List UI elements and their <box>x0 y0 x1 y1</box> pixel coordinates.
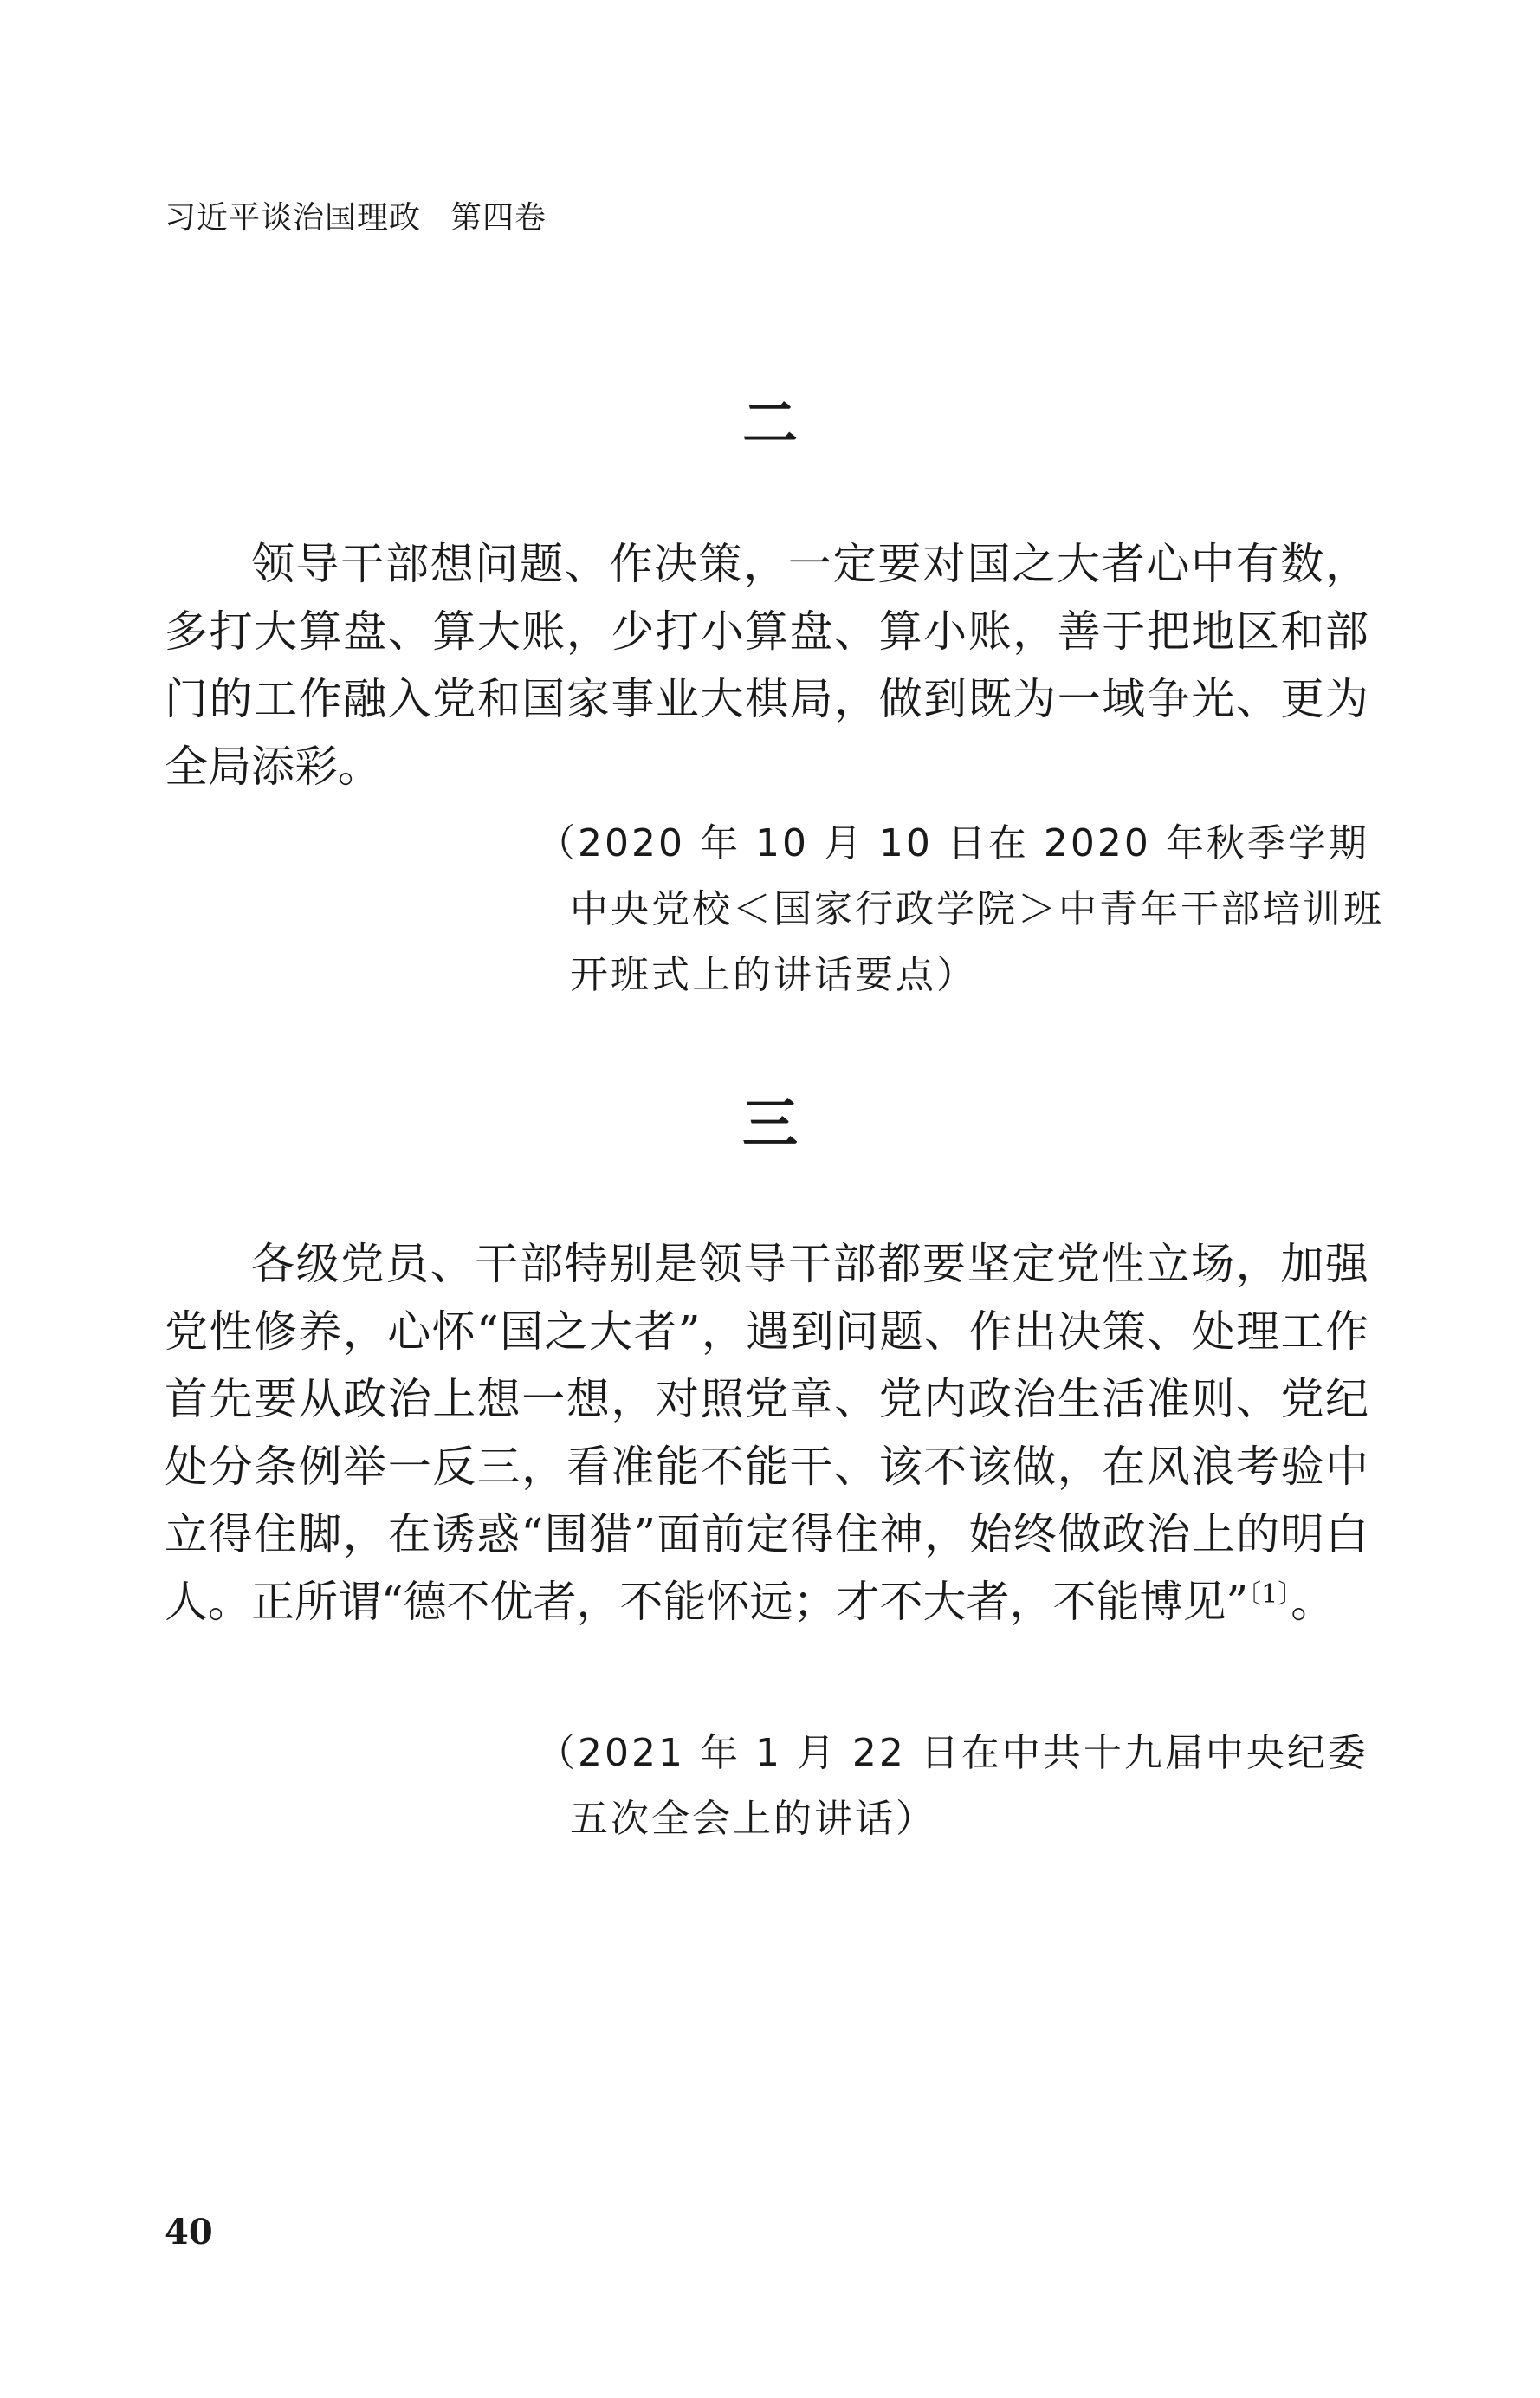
section-2-paragraph: 领导干部想问题、作决策，一定要对国之大者心中有数，多打大算盘、算大账，少打小算盘、算小账，善于把地区和部门的工作融入党和国家事业大棋局，做到既为一域争光、更为全局添彩。 <box>165 539 1369 792</box>
section-number-3: 三 <box>742 1092 798 1157</box>
section-3-paragraph-end: 。 <box>1291 1577 1335 1627</box>
section-3-paragraph <box>165 1230 1369 1636</box>
page-number: 40 <box>165 2212 213 2252</box>
section-3-source: （2021 年 1 月 22 日在中共十九届中央纪委五次全会上的讲话） <box>537 1731 1369 1841</box>
running-header <box>165 198 547 239</box>
volume-label: 第四卷 <box>450 200 547 236</box>
section-2-source: （2020 年 10 月 10 日在 2020 年秋季学期中央党校＜国家行政学院＞中青年干部培训班开班式上的讲话要点） <box>537 821 1384 997</box>
section-3-paragraph-text: 各级党员、干部特别是领导干部都要坚定党性立场，加强党性修养，心怀“国之大者”，遇到问题、作出决策、处理工作首先要从政治上想一想，对照党章、党内政治生活准则、党纪处分条例举一反三，看准能不能干、该不该做，在风浪考验中立得住脚，在诱惑“围猎”面前定得住神，始终做政治上的明白人。正所谓“德不优者，不能怀远；才不大者，不能博见” <box>165 1239 1369 1627</box>
section-number-2: 二 <box>742 392 798 457</box>
footnote-reference[interactable]: 〔1〕 <box>1248 1579 1291 1610</box>
book-title: 习近平谈治国理政 <box>165 200 422 236</box>
